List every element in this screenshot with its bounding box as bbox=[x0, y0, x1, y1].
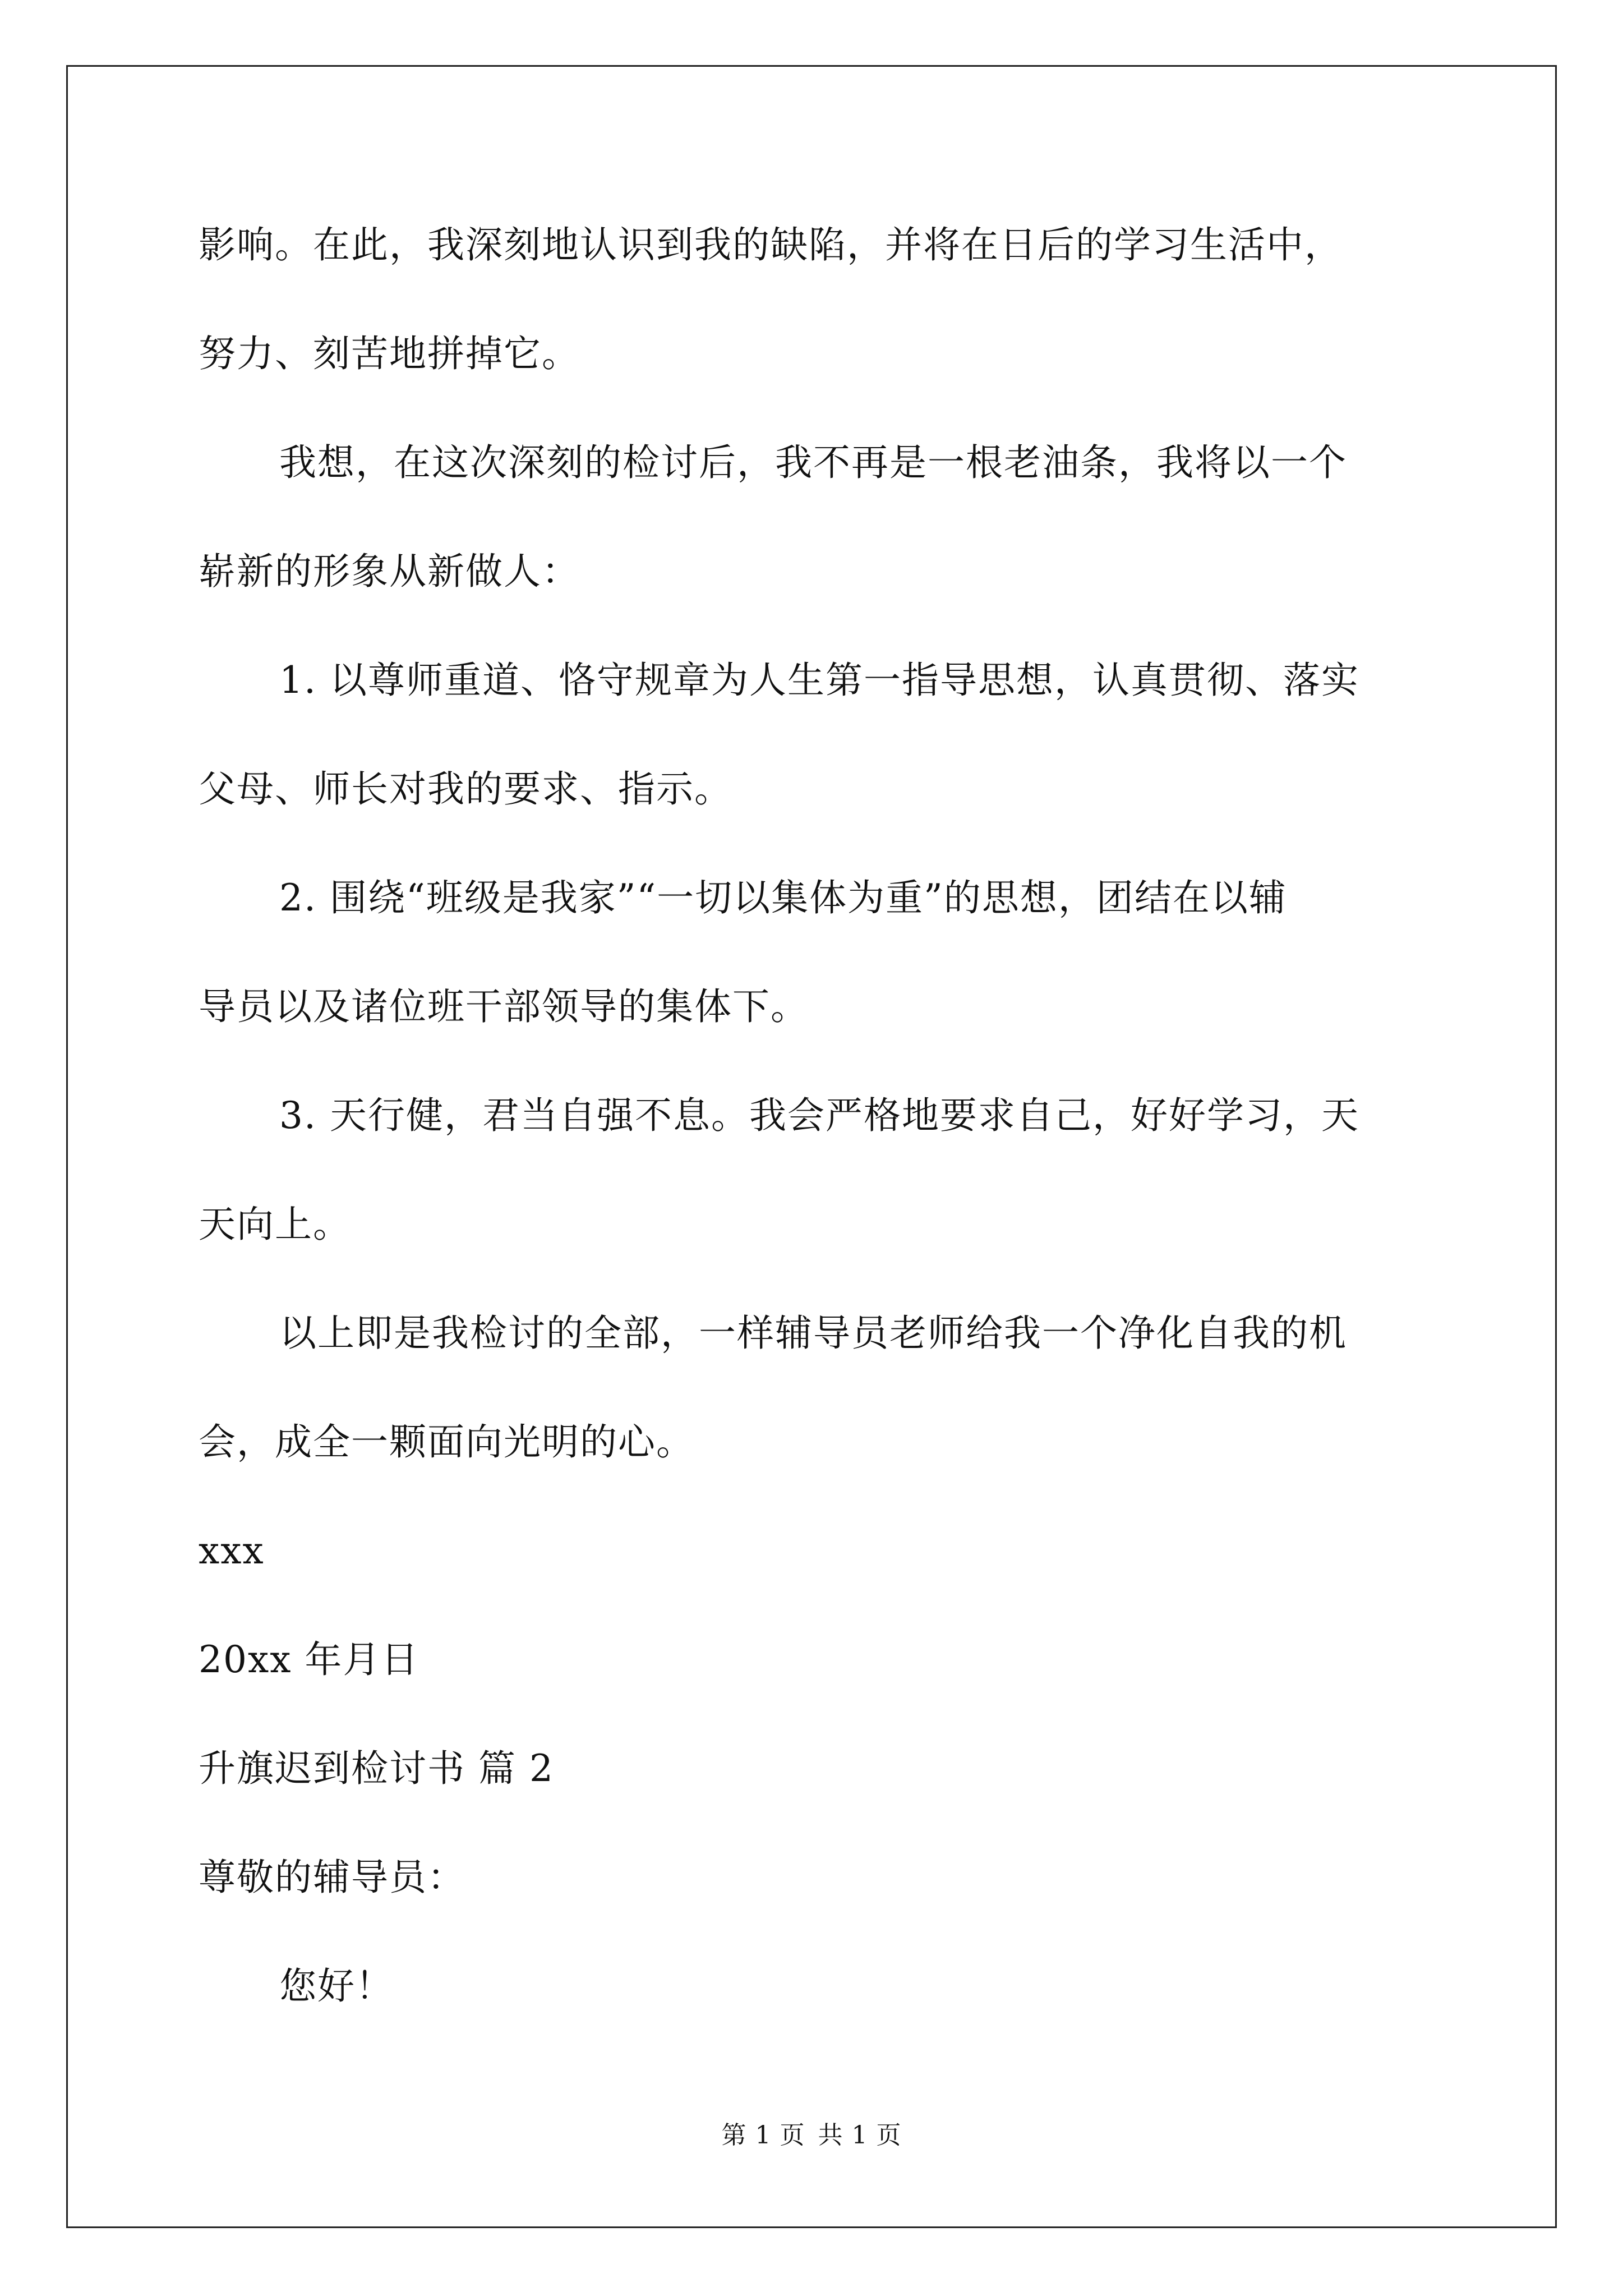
salutation: 尊敬的辅导员： bbox=[199, 1856, 465, 1899]
text-line: 我想，在这次深刻的检讨后，我不再是一根老油条，我将以一个 bbox=[279, 441, 1347, 484]
page-number-current: 第 1 页 bbox=[721, 2121, 805, 2150]
text-line: 努力、刻苦地拼掉它。 bbox=[199, 332, 580, 375]
document-body bbox=[199, 191, 1427, 2041]
text-line: 以上即是我检讨的全部，一样辅导员老师给我一个净化自我的机 bbox=[279, 1312, 1347, 1355]
section-title: 升旗迟到检讨书 篇 2 bbox=[199, 1747, 554, 1790]
text-line: 3. 天行健，君当自强不息。我会严格地要求自己，好好学习，天 bbox=[279, 1094, 1359, 1137]
text-line: 会，成全一颗面向光明的心。 bbox=[199, 1420, 694, 1464]
page-footer bbox=[0, 2115, 1623, 2151]
text-line: 2. 围绕“班级是我家”“一切以集体为重”的思想，团结在以辅 bbox=[279, 876, 1287, 919]
text-line: 影响。在此，我深刻地认识到我的缺陷，并将在日后的学习生活中， bbox=[199, 223, 1343, 266]
text-line: 父母、师长对我的要求、指示。 bbox=[199, 767, 732, 811]
signature: xxx bbox=[199, 1529, 265, 1572]
date-line: 20xx 年月日 bbox=[199, 1638, 419, 1681]
text-line: 崭新的形象从新做人： bbox=[199, 550, 580, 593]
text-line: 1. 以尊师重道、恪守规章为人生第一指导思想，认真贯彻、落实 bbox=[279, 659, 1359, 702]
greeting: 您好！ bbox=[279, 1964, 394, 2008]
text-line: 导员以及诸位班干部领导的集体下。 bbox=[199, 985, 809, 1028]
text-line: 天向上。 bbox=[199, 1203, 351, 1246]
page-number-total: 共 1 页 bbox=[818, 2121, 902, 2150]
